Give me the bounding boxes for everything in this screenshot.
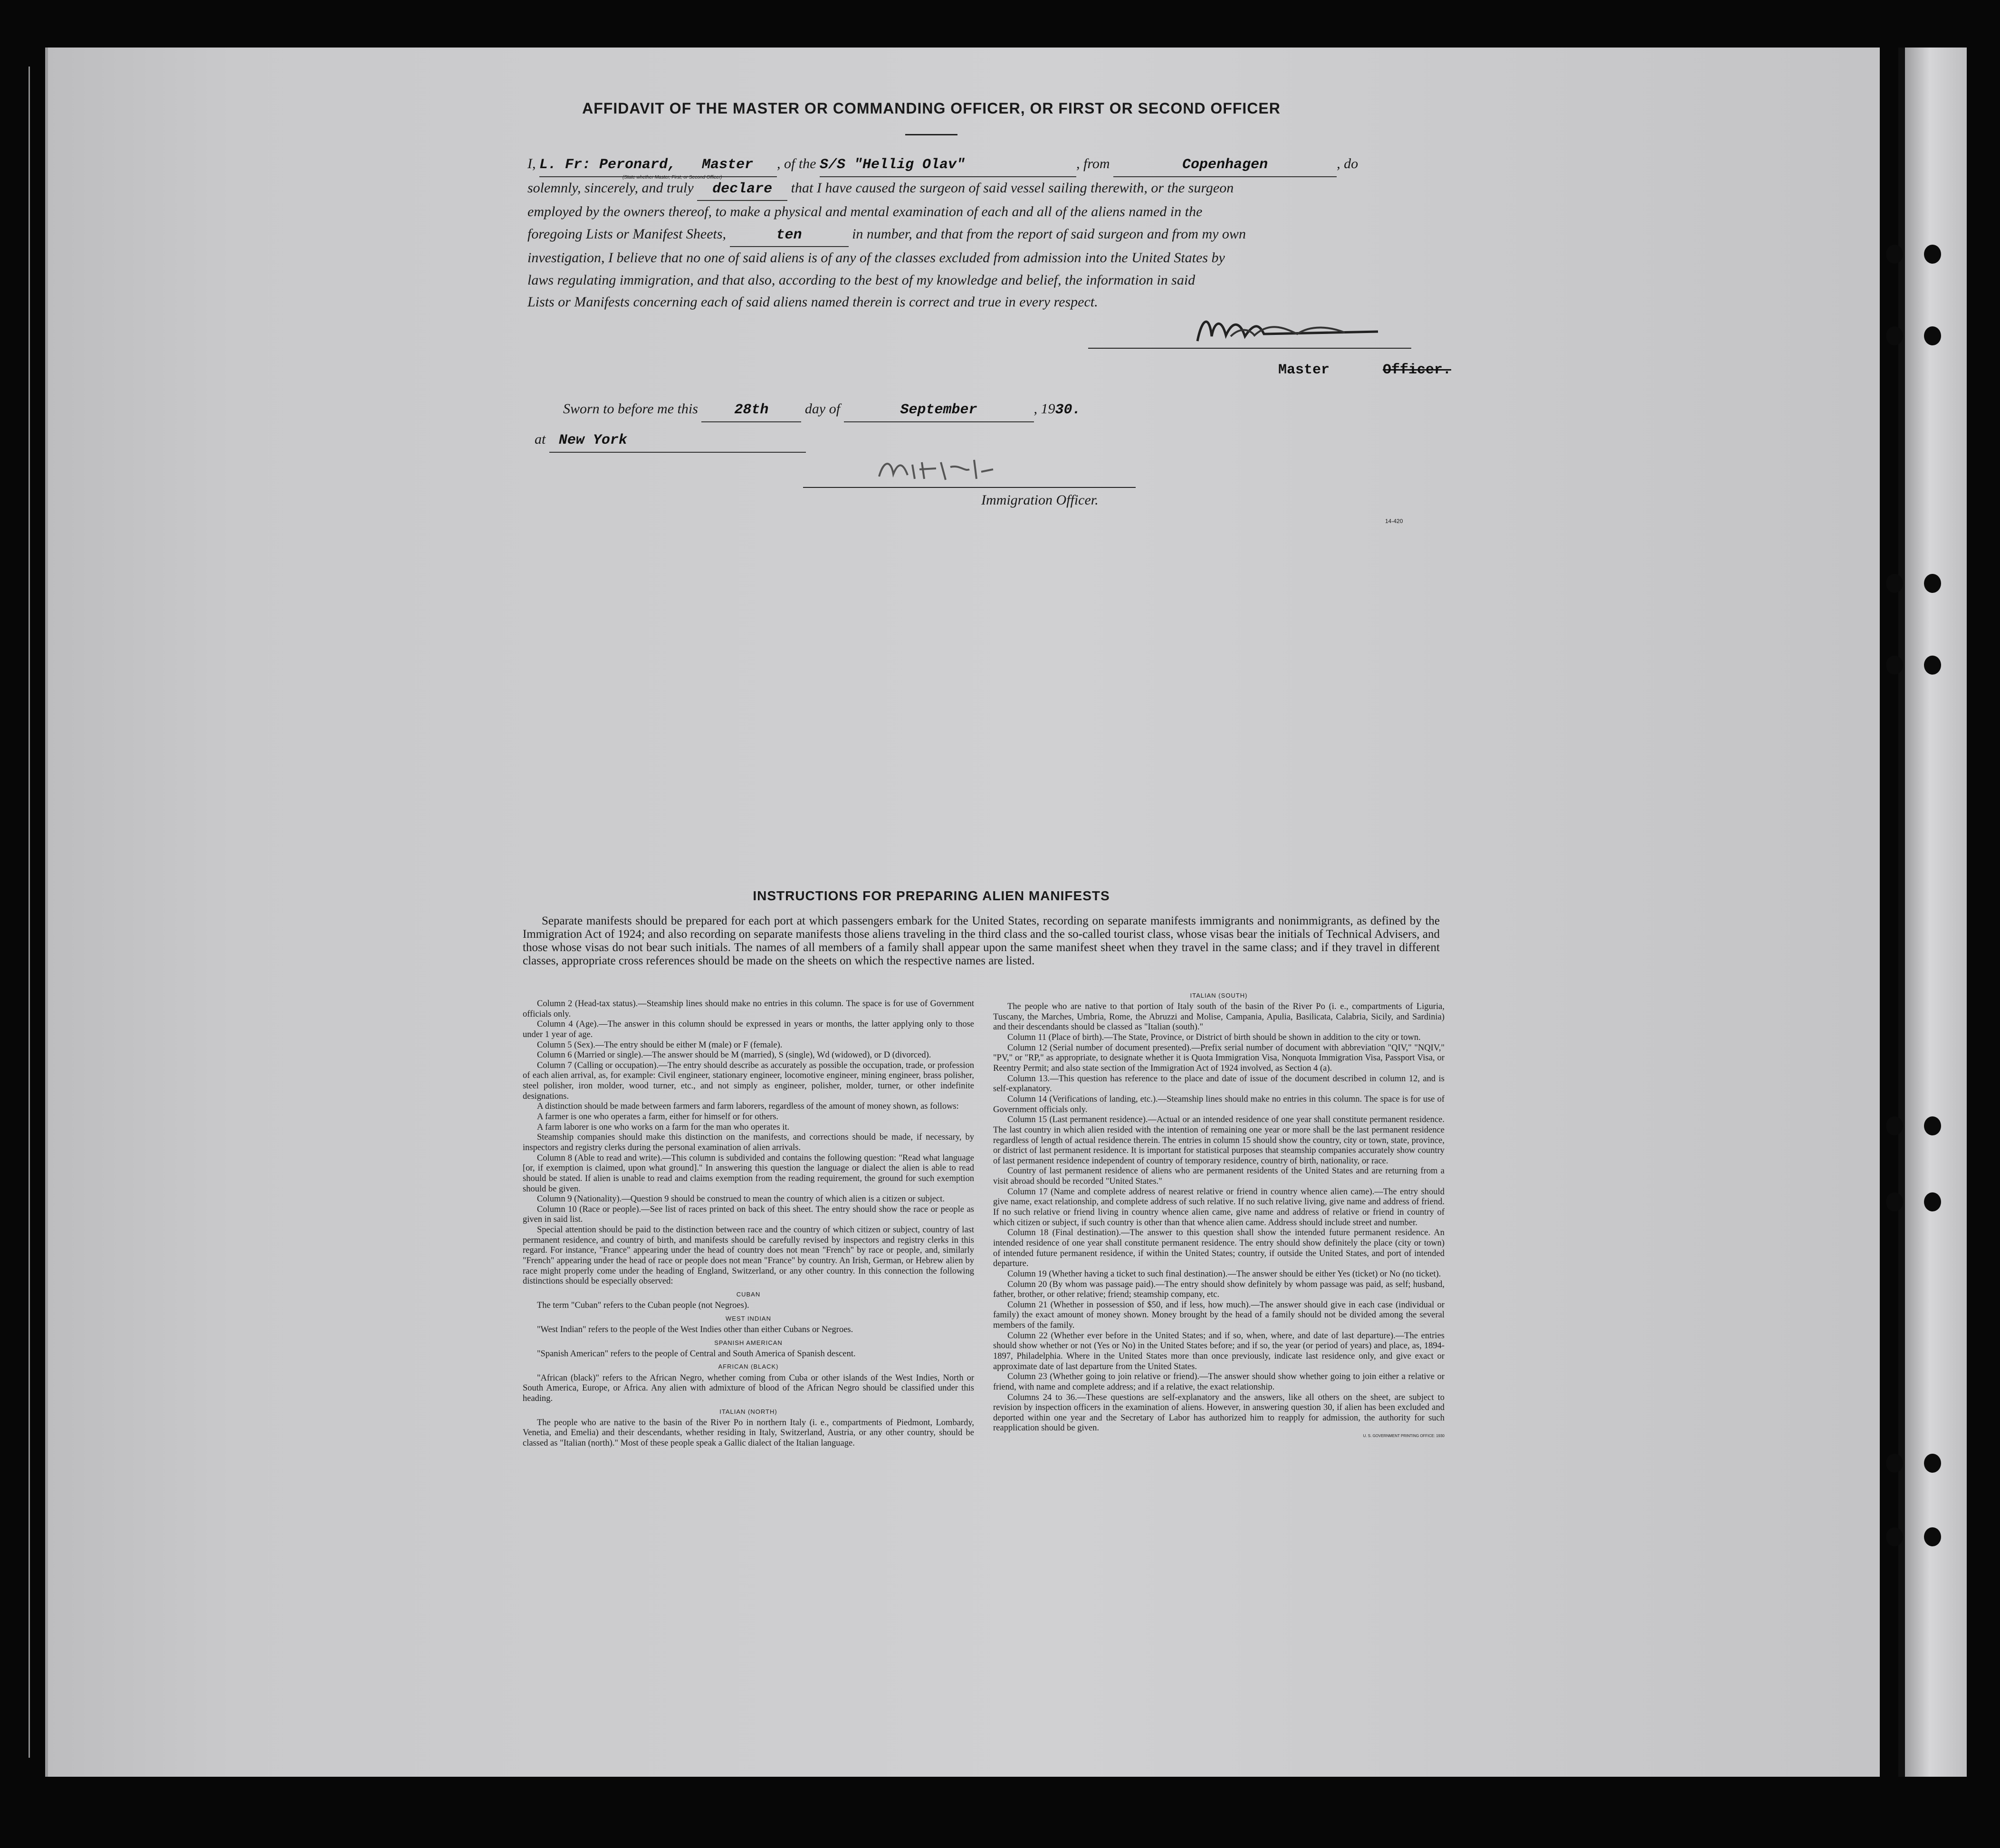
affidavit-line-6: laws regulating immigration, and that also, according to the best of my knowledge and belief, the information in said — [527, 272, 1196, 288]
farmer-definition: A farmer is one who operates a farm, either for himself or for others. — [537, 1112, 779, 1122]
heading-italian-north: ITALIAN (NORTH) — [719, 1408, 777, 1415]
punch-hole — [1924, 1527, 1941, 1546]
year-prefix: , 19 — [1033, 401, 1055, 417]
w-do: , do — [1337, 156, 1359, 171]
punch-hole — [1924, 245, 1941, 264]
west-indian-definition: "West Indian" refers to the people of the West Indies other than either Cubans or Negroes. — [537, 1324, 853, 1334]
heading-spanish-american: SPANISH AMERICAN — [714, 1339, 783, 1346]
punch-hole — [1886, 326, 1903, 345]
col18-instruction: Column 18 (Final destination).—The answer to this question shall show the intended future permanent residence. An intended residence of one year shall constitute permanent residence. The entry should show definitely the place (city or town) of intended future permanent residence, if within the United States; country, if outside the United States, and port of intended departure. — [993, 1228, 1445, 1269]
w-caused: that I have caused the surgeon of said vessel sailing therewith, or the surgeon — [791, 180, 1234, 196]
binder-strip — [1898, 48, 1967, 1777]
sworn-month: September — [844, 399, 1034, 422]
signature-mark — [1188, 308, 1383, 351]
laborer-definition: A farm laborer is one who works on a farm for the man who operates it. — [537, 1122, 790, 1132]
form-number: 14-420 — [1385, 518, 1403, 524]
col2-instruction: Column 2 (Head-tax status).—Steamship lines should make no entries in this column. The space is for use of Government officials only. — [523, 999, 974, 1019]
place-line — [535, 429, 806, 453]
officer-signature-line — [803, 487, 1136, 488]
col19-instruction: Column 19 (Whether having a ticket to such final destination).—The answer should be either Yes (ticket) or No (no ticket). — [1007, 1269, 1441, 1279]
col24-36-instruction: Columns 24 to 36.—These questions are self-explanatory and the answers, like all others on the sheet, are subject to revision by inspection officers in the examination of aliens. However, in answering question 30, if alien has been excluded and deported within one year and the Secretary of Labor has authorized him to reapply for admission, the authority for such reapplication should be given. — [993, 1392, 1445, 1433]
punch-hole — [1924, 1116, 1941, 1135]
farmers-paragraph: A distinction should be made between farmers and farm laborers, regardless of the amount of money shown, as follows: — [537, 1102, 959, 1112]
affidavit-line-3: employed by the owners thereof, to make a physical and mental examination of each and all of the aliens named in the — [527, 204, 1203, 219]
spanish-american-definition: "Spanish American" refers to the people of Central and South America of Spanish descent. — [537, 1349, 856, 1359]
punch-hole — [1924, 656, 1941, 675]
officer-signature-mark — [874, 450, 1007, 488]
w-foregoing: foregoing Lists or Manifest Sheets, — [527, 226, 727, 242]
rank-hint: (State whether Master, First, or Second Officer) — [622, 175, 722, 180]
instructions-left-column — [523, 999, 974, 1449]
punch-hole — [1886, 245, 1903, 264]
punch-hole — [1886, 656, 1903, 675]
vessel-name: S/S "Hellig Olav" — [820, 154, 1076, 177]
sworn-day: 28th — [701, 399, 801, 422]
affidavit-line-7: Lists or Manifests concerning each of said aliens named therein is correct and true in every respect. — [527, 294, 1098, 310]
col5-instruction: Column 5 (Sex).—The entry should be either M (male) or F (female). — [537, 1040, 783, 1050]
col20-instruction: Column 20 (By whom was passage paid).—The entry should show definitely by whom passage was paid, as self; husband, father, brother, or other relative; friend; steamship company, etc. — [993, 1279, 1445, 1300]
master-name: L. Fr: Peronard, — [539, 157, 677, 173]
col12-instruction: Column 12 (Serial number of document presented).—Prefix serial number of document with abbreviation "QIV," "NQIV," "PV," or "RP," as appropriate, to designate whether it is Quota Immigration Visa, Nonquota Immigration Visa, Passport Visa, or Reentry Permit; and also state section of the Immigration Act of 1924 involved, as Section 4 (a). — [993, 1043, 1445, 1074]
signer-title: Master — [1278, 362, 1330, 378]
w-i: I, — [527, 156, 536, 171]
col11-instruction: Column 11 (Place of birth).—The State, Province, or District of birth should be shown in addition to the city or town. — [1007, 1033, 1421, 1043]
col6-instruction: Column 6 (Married or single).—The answer should be M (married), S (single), Wd (widowed), or D (divorced). — [537, 1050, 931, 1060]
steamship-paragraph: Steamship companies should make this distinction on the manifests, and corrections should be made, if necessary, by inspectors and registry clerks during the personal examination of alien arrivals. — [523, 1133, 974, 1153]
col8-instruction: Column 8 (Able to read and write).—This column is subdivided and contains the following question: "Read what language [or, if exemption is claimed, upon what ground]." In answering this question the language or dialect the alien is able to read should be stated. If alien is unable to read and claims exemption from the reading requirement, the ground for such exemption should be given. — [523, 1153, 974, 1194]
col13-instruction: Column 13.—This question has reference to the place and date of issue of the document described in column 12, and is self-explanatory. — [993, 1074, 1445, 1094]
master-rank: Master — [702, 157, 754, 173]
signature-line — [1088, 348, 1411, 349]
heading-cuban: CUBAN — [736, 1290, 761, 1298]
title-rule — [905, 134, 957, 135]
affidavit-title: AFFIDAVIT OF THE MASTER OR COMMANDING OFFICER, OR FIRST OR SECOND OFFICER — [582, 100, 1281, 117]
w-solemnly: solemnly, sincerely, and truly — [527, 180, 694, 196]
col4-instruction: Column 4 (Age).—The answer in this column should be expressed in years or months, the latter applying only to those under 1 year of age. — [523, 1019, 974, 1039]
col22-instruction: Column 22 (Whether ever before in the United States; and if so, when, where, and date of last departure).—The entries should show whether or not (Yes or No) in the United States before; and if so, the year (or period of years) and place, as, 1894-1897, Philadelphia. Where in the United States more than once previously, indicate last residence only, and give exact or approximate date of last departure from the United States. — [993, 1331, 1445, 1372]
officer-title: Immigration Officer. — [981, 492, 1099, 508]
affidavit-body — [527, 153, 1445, 314]
w-from: , from — [1076, 156, 1110, 171]
col23-instruction: Column 23 (Whether going to join relative or friend).—The answer should show whether going to join either a relative or friend, with name and complete address; and if a relative, the exact relationship. — [993, 1372, 1445, 1392]
italian-south-definition: The people who are native to that portion of Italy south of the basin of the River Po (i. e., compartments of Liguria, Tuscany, the Marches, Umbria, Rome, the Abruzzi and Molise, Campania, Apulia, Basilicata, Calabria, Sicily, and Sardinia) and their descendants should be classed as "Italian (south)." — [993, 1002, 1445, 1032]
punch-hole — [1886, 574, 1903, 593]
w-at: at — [535, 431, 546, 447]
heading-italian-south: ITALIAN (SOUTH) — [1190, 992, 1248, 999]
sheet-count: ten — [730, 224, 849, 248]
col17-instruction: Column 17 (Name and complete address of nearest relative or friend in country whence alien came).—The entry should give name, exact relationship, and complete address of such relative. If no such relative living, give name and address of friend. If no such relative or friend living in country whence alien came, give name and address of relative or friend in country of which citizen or subject, if such country is other than that whence alien came. Address should include street and number. — [993, 1187, 1445, 1228]
w-sworn: Sworn to before me this — [563, 401, 698, 417]
african-definition: "African (black)" refers to the African Negro, whether coming from Cuba or other islands of the West Indies, North or South America, Europe, or Africa. Any alien with admixture of blood of the African Negro should be classified under this heading. — [523, 1373, 974, 1403]
country-residence: Country of last permanent residence of aliens who are permanent residents of the United States and are returning from a visit abroad should be recorded "United States." — [993, 1166, 1445, 1187]
punch-hole — [1886, 1527, 1903, 1546]
declare-word: declare — [697, 178, 787, 201]
col21-instruction: Column 21 (Whether in possession of $50, and if less, how much).—The answer should give in each case (individual or family) the exact amount of money shown. Money brought by the head of a family should not be divided among the several members of the family. — [993, 1300, 1445, 1331]
col9-instruction: Column 9 (Nationality).—Question 9 should be construed to mean the country of which alien is a citizen or subject. — [537, 1194, 945, 1204]
departure-port: Copenhagen — [1113, 154, 1337, 177]
punch-hole — [1886, 1192, 1903, 1211]
col10-instruction: Column 10 (Race or people).—See list of races printed on back of this sheet. The entry should show the race or people as given in said list. — [523, 1204, 974, 1225]
w-number: in number, and that from the report of said surgeon and from my own — [852, 226, 1246, 242]
sworn-line — [563, 398, 1081, 422]
col15-instruction: Column 15 (Last permanent residence).—Actual or an intended residence of one year shall constitute permanent residence. The last country in which alien resided with the intention of remaining one year or more shall be the last permanent residence regardless of length of actual residence therein. The entries in column 15 should show the country, city or town, state, province, or district of last permanent residence. It is important for statistical purposes that steamship companies accurately show country of last permanent residence independent of country of temporary residence, country of birth, nationality, or race. — [993, 1115, 1445, 1166]
struck-title: Officer. — [1383, 362, 1452, 378]
w-of: , of the — [777, 156, 816, 171]
affidavit-line-5: investigation, I believe that no one of said aliens is of any of the classes excluded from admission into the United States by — [527, 250, 1225, 266]
punch-hole — [1924, 1454, 1941, 1473]
instructions-right-column — [993, 992, 1445, 1438]
heading-african: AFRICAN (BLACK) — [718, 1363, 779, 1371]
punch-hole — [1924, 1192, 1941, 1211]
heading-west-indian: WEST INDIAN — [726, 1315, 771, 1322]
italian-north-definition: The people who are native to the basin of the River Po in northern Italy (i. e., compartments of Piedmont, Lombardy, Venetia, and Emelia) and their descendants, whether residing in Italy, Switzerland, Austria, or any other country, should be classed as "Italian (north)." Most of these people speak a Gallic dialect of the Italian language. — [523, 1418, 974, 1448]
instructions-intro: Separate manifests should be prepared for each port at which passengers embark for the United States, recording on separate manifests immigrants and nonimmigrants, as defined by the Immigration Act of 1924; and also recording on separate manifests those aliens traveling in the third class and the so-called tourist class, whose visas bear the initials of Technical Advisers, and those whose visas do not bear such initials. The names of all members of a family shall appear upon the same manifest sheet when they travel in the same class; and if they travel in different classes, appropriate cross references should be made on the sheets on which the respective names are listed. — [523, 914, 1440, 967]
special-attention: Special attention should be paid to the distinction between race and the country of which citizen or subject, country of last permanent residence, and country of birth, and manifests should be carefully revised by inspectors and registry clerks in this regard. For instance, "France" appearing under the head of country does not mean "French" by race or people, and, similarly "French" appearing under the head of race or people does not mean "France" by country. An Irish, German, or Hebrew alien by race might properly come under the heading of England, Switzerland, or any other country. In this connection the following distinctions should be especially observed: — [523, 1225, 974, 1286]
w-dayof: day of — [804, 401, 841, 417]
punch-hole — [1886, 1116, 1903, 1135]
sworn-place: New York — [549, 429, 806, 453]
cuban-definition: The term "Cuban" refers to the Cuban people (not Negroes). — [537, 1301, 749, 1311]
printing-office-note: U. S. GOVERNMENT PRINTING OFFICE: 1930 — [1363, 1434, 1445, 1438]
punch-hole — [1924, 574, 1941, 593]
col14-instruction: Column 14 (Verifications of landing, etc.).—Steamship lines should make no entries in this column. The space is for use of Government officials only. — [993, 1094, 1445, 1115]
punch-hole — [1886, 1454, 1903, 1473]
col7-instruction: Column 7 (Calling or occupation).—The entry should describe as accurately as possible the occupation, trade, or profession of each alien arrival, as, for example: Civil engineer, stationary engineer, locomotive engineer, mining engineer, brass polisher, steel polisher, iron molder, wood turner, etc., and not simply as engineer, polisher, molder, turner, or other indefinite designations. — [523, 1060, 974, 1101]
instructions-title: INSTRUCTIONS FOR PREPARING ALIEN MANIFESTS — [753, 888, 1110, 903]
sworn-year: 30. — [1055, 402, 1081, 418]
punch-hole — [1924, 326, 1941, 345]
